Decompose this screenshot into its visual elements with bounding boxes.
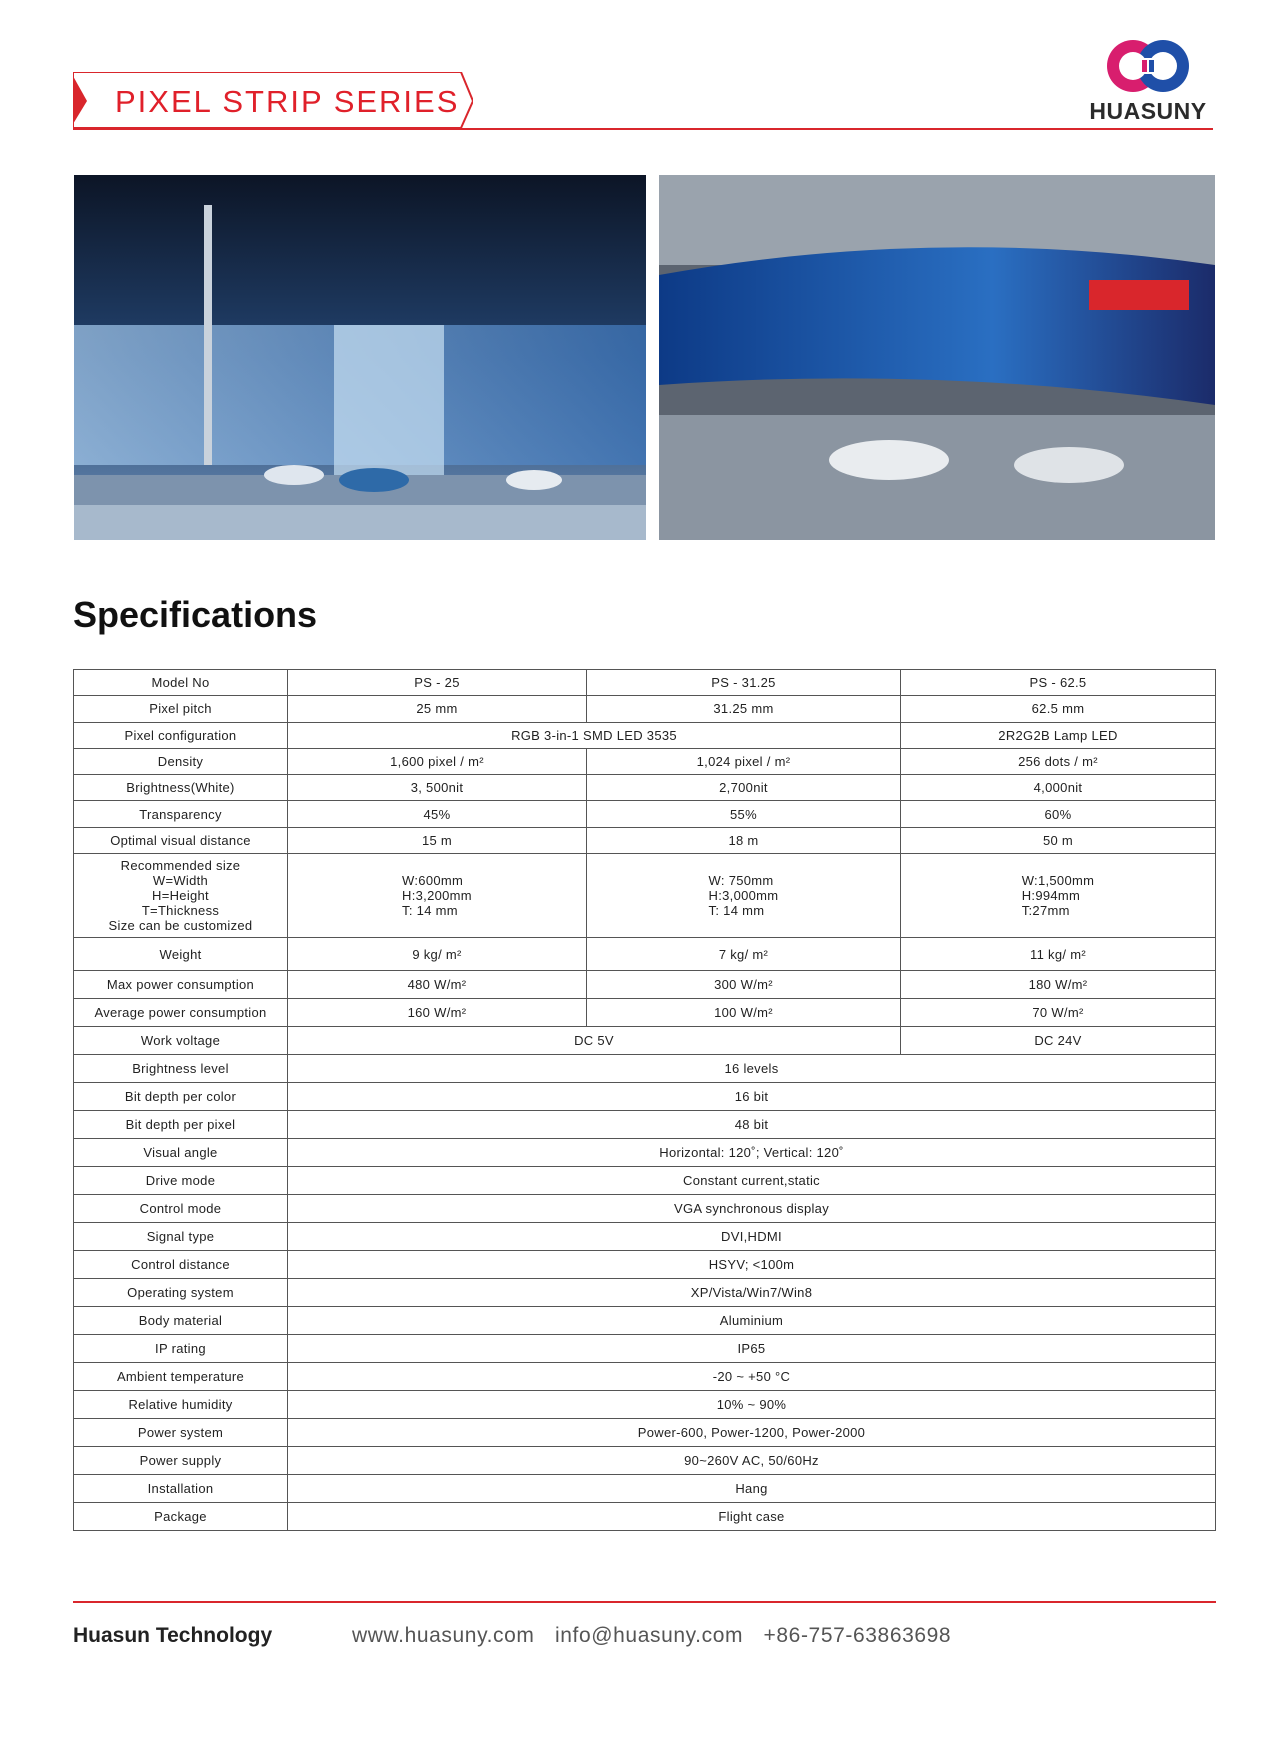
exhibition-hall-photo	[74, 175, 646, 540]
table-cell: 18 m	[587, 827, 901, 853]
table-cell: 25 mm	[288, 696, 587, 722]
row-label: Optimal visual distance	[74, 827, 288, 853]
table-row	[74, 1139, 1216, 1167]
table-row	[74, 1195, 1216, 1223]
table-cell	[587, 854, 901, 938]
table-row	[74, 1083, 1216, 1111]
table-cell: 15 m	[288, 827, 587, 853]
row-label: Density	[74, 748, 288, 774]
table-cell: XP/Vista/Win7/Win8	[288, 1279, 1216, 1307]
table-row	[74, 827, 1216, 853]
size-ps625: W:1,500mm H:994mm T:27mm	[1021, 873, 1095, 919]
row-label: Work voltage	[74, 1027, 288, 1055]
table-row	[74, 1111, 1216, 1139]
cell-ps625: PS - 62.5	[901, 670, 1216, 696]
row-label: Average power consumption	[74, 999, 288, 1027]
table-cell: -20 ~ +50 °C	[288, 1363, 1216, 1391]
table-row	[74, 1363, 1216, 1391]
row-label: Visual angle	[74, 1139, 288, 1167]
table-cell: 45%	[288, 801, 587, 827]
header-divider	[73, 128, 1213, 130]
table-row	[74, 999, 1216, 1027]
row-label: Drive mode	[74, 1167, 288, 1195]
specifications-title: Specifications	[73, 594, 318, 635]
cell-ps3125: PS - 31.25	[587, 670, 901, 696]
table-row	[74, 1279, 1216, 1307]
table-cell: 480 W/m²	[288, 971, 587, 999]
table-cell: 16 bit	[288, 1083, 1216, 1111]
row-label: Weight	[74, 938, 288, 971]
row-label: Relative humidity	[74, 1391, 288, 1419]
table-cell: Constant current,static	[288, 1167, 1216, 1195]
table-cell	[288, 854, 587, 938]
table-cell: 7 kg/ m²	[587, 938, 901, 971]
footer-contacts	[352, 1624, 965, 1648]
table-cell: DVI,HDMI	[288, 1223, 1216, 1251]
table-cell: 1,600 pixel / m²	[288, 748, 587, 774]
table-cell: 180 W/m²	[901, 971, 1216, 999]
footer-company-name: Huasun Technology	[73, 1624, 273, 1647]
row-label: Brightness(White)	[74, 775, 288, 801]
table-cell: 90~260V AC, 50/60Hz	[288, 1447, 1216, 1475]
footer-email-link[interactable]: info@huasuny.com	[554, 1624, 744, 1647]
table-cell: 55%	[587, 801, 901, 827]
row-label: Brightness level	[74, 1055, 288, 1083]
table-row	[74, 1307, 1216, 1335]
table-row	[74, 696, 1216, 722]
brand-name: HUASUNY	[1089, 98, 1207, 124]
size-ps3125: W: 750mm H:3,000mm T: 14 mm	[708, 873, 779, 919]
table-cell: Hang	[288, 1475, 1216, 1503]
table-cell: 31.25 mm	[587, 696, 901, 722]
haval-booth-photo	[659, 175, 1215, 540]
row-label	[74, 854, 288, 938]
row-label: Installation	[74, 1475, 288, 1503]
row-label: Bit depth per color	[74, 1083, 288, 1111]
table-cell: 300 W/m²	[587, 971, 901, 999]
table-cell: HSYV; <100m	[288, 1251, 1216, 1279]
table-row	[74, 801, 1216, 827]
table-cell: 50 m	[901, 827, 1216, 853]
table-cell: 60%	[901, 801, 1216, 827]
table-row	[74, 775, 1216, 801]
table-cell: 70 W/m²	[901, 999, 1216, 1027]
row-label: Ambient temperature	[74, 1363, 288, 1391]
table-row	[74, 1419, 1216, 1447]
table-cell: 160 W/m²	[288, 999, 587, 1027]
table-cell: 3, 500nit	[288, 775, 587, 801]
row-label: Power supply	[74, 1447, 288, 1475]
table-row	[74, 1223, 1216, 1251]
table-row	[74, 1027, 1216, 1055]
table-cell: RGB 3-in-1 SMD LED 3535	[288, 722, 901, 748]
row-label: Package	[74, 1503, 288, 1531]
row-label: Control distance	[74, 1251, 288, 1279]
cell-ps25: PS - 25	[288, 670, 587, 696]
table-cell: Power-600, Power-1200, Power-2000	[288, 1419, 1216, 1447]
table-cell: 10% ~ 90%	[288, 1391, 1216, 1419]
table-cell: VGA synchronous display	[288, 1195, 1216, 1223]
footer-phone: +86-757-63863698	[763, 1624, 952, 1647]
table-row	[74, 722, 1216, 748]
table-cell: DC 5V	[288, 1027, 901, 1055]
row-label: Power system	[74, 1419, 288, 1447]
table-cell: 4,000nit	[901, 775, 1216, 801]
table-row	[74, 1475, 1216, 1503]
row-label: Operating system	[74, 1279, 288, 1307]
table-cell: 48 bit	[288, 1111, 1216, 1139]
table-cell: Flight case	[288, 1503, 1216, 1531]
row-label: Signal type	[74, 1223, 288, 1251]
table-row	[74, 1391, 1216, 1419]
row-label: Max power consumption	[74, 971, 288, 999]
table-row	[74, 1335, 1216, 1363]
table-row	[74, 854, 1216, 938]
table-cell: 62.5 mm	[901, 696, 1216, 722]
table-cell: Horizontal: 120˚; Vertical: 120˚	[288, 1139, 1216, 1167]
table-cell: 16 levels	[288, 1055, 1216, 1083]
table-row	[74, 670, 1216, 696]
row-label: Model No	[74, 670, 288, 696]
footer-website-link[interactable]: www.huasuny.com	[352, 1624, 535, 1647]
table-row	[74, 1503, 1216, 1531]
table-cell: 256 dots / m²	[901, 748, 1216, 774]
table-cell	[901, 854, 1216, 938]
page-header-title: PIXEL STRIP SERIES	[115, 84, 460, 119]
table-cell: 1,024 pixel / m²	[587, 748, 901, 774]
specifications-table	[73, 669, 1216, 1531]
logo-mark-icon	[1080, 34, 1220, 104]
table-row	[74, 1167, 1216, 1195]
row-label: IP rating	[74, 1335, 288, 1363]
row-label: Bit depth per pixel	[74, 1111, 288, 1139]
row-label: Pixel configuration	[74, 722, 288, 748]
footer-divider	[73, 1601, 1216, 1603]
table-cell: 9 kg/ m²	[288, 938, 587, 971]
size-ps25: W:600mm H:3,200mm T: 14 mm	[402, 873, 472, 919]
row-label: Body material	[74, 1307, 288, 1335]
table-row	[74, 1251, 1216, 1279]
table-cell: Aluminium	[288, 1307, 1216, 1335]
row-label: Pixel pitch	[74, 696, 288, 722]
table-cell: 11 kg/ m²	[901, 938, 1216, 971]
haval-booth-icon	[659, 175, 1215, 540]
table-cell: 2R2G2B Lamp LED	[901, 722, 1216, 748]
table-row	[74, 971, 1216, 999]
table-row	[74, 1447, 1216, 1475]
row-label: Control mode	[74, 1195, 288, 1223]
row-label: Transparency	[74, 801, 288, 827]
table-cell: DC 24V	[901, 1027, 1216, 1055]
exhibition-hall-icon	[74, 175, 646, 540]
table-cell: 2,700nit	[587, 775, 901, 801]
recommended-size-label: Recommended size W=Width H=Height T=Thickness Size can be customized	[108, 858, 253, 934]
table-row	[74, 1055, 1216, 1083]
table-cell: 100 W/m²	[587, 999, 901, 1027]
table-row	[74, 748, 1216, 774]
table-row	[74, 938, 1216, 971]
table-cell: IP65	[288, 1335, 1216, 1363]
